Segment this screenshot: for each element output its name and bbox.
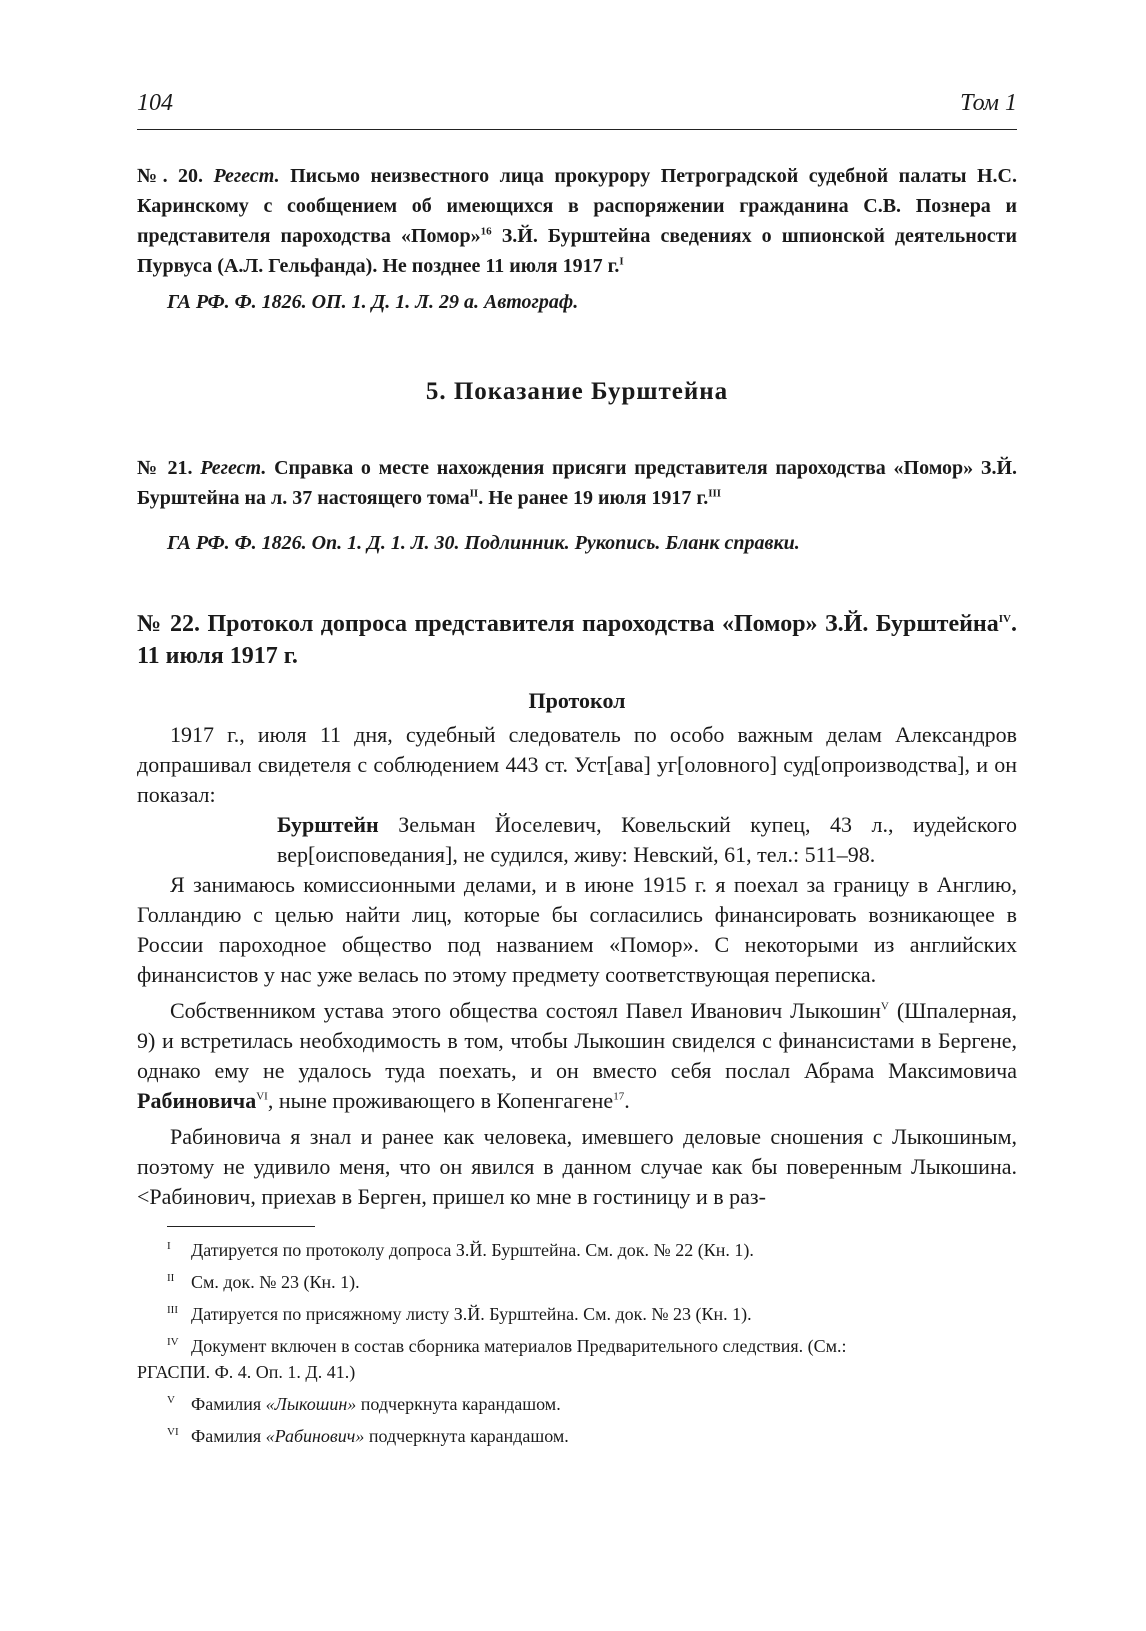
witness-name: Бурштейн — [277, 812, 379, 837]
header-rule — [137, 129, 1017, 130]
paragraph-3-bold-name: Рабиновича — [137, 1088, 257, 1113]
doc-21-text-b: . Не ранее 19 июля 1917 г. — [478, 487, 709, 509]
footnote-text: Датируется по протоколу допроса З.Й. Бурштейна. См. док. № 22 (Кн. 1). — [191, 1240, 754, 1260]
footnote-mark: V — [167, 1394, 175, 1406]
running-head — [137, 90, 1017, 124]
footnote-post: подчеркнута карандашом. — [364, 1426, 569, 1446]
footnote-item — [137, 1301, 1017, 1327]
footnotes — [137, 1237, 1017, 1455]
footnote-text-first: Документ включен в состав сборника материалов Предварительного следствия. (См.: — [191, 1336, 847, 1356]
paragraph-2: Я занимаюсь комиссионными делами, и в июне 1915 г. я поехал за границу в Англию, Голландию с целью найти лиц, которые бы согласились финансировать возникающее в России пароходное общество под названием «Помор». С некоторыми из английских финансистов у нас уже велась по этому предмету соответствующая переписка. — [137, 872, 1017, 987]
footnote-mark: III — [167, 1304, 178, 1316]
footnote-italic: «Рабинович» — [265, 1426, 365, 1446]
paragraph-3-b: (Шпалерная, 9) и встретилась необходимость в том, чтобы Лыкошин свиделся с финансистами в Бергене, однако ему не удалось туда поехать, и он вместо себя послал Абрама Максимовича — [137, 998, 1017, 1083]
witness-text: Зельман Йоселевич, Ковельский купец, 43 л., иудейского вер[оисповедания], не судился, живу: Невский, 61, тел.: 511–98. — [277, 812, 1017, 867]
footnote-mark: IV — [167, 1336, 179, 1348]
footnote-mark: I — [167, 1240, 171, 1252]
paragraph-3 — [137, 996, 1017, 1116]
doc-22-title-ref: IV — [998, 613, 1011, 625]
doc-21-archive-reference: ГА РФ. Ф. 1826. Оп. 1. Д. 1. Л. 30. Подлинник. Рукопись. Бланк справки. — [167, 532, 800, 554]
doc-20-ref-a: 16 — [480, 225, 492, 238]
footnote-pre: Фамилия — [191, 1426, 266, 1446]
doc-21-ref-b: III — [708, 487, 722, 500]
doc-21-regest-label: Регест. — [200, 457, 267, 479]
doc-20-regest — [137, 161, 1017, 281]
footnote-italic: «Лыкошин» — [265, 1394, 357, 1414]
doc-21-ref-a: II — [469, 487, 479, 500]
footnote-text: Датируется по присяжному листу З.Й. Бурштейна. См. док. № 23 (Кн. 1). — [191, 1304, 752, 1324]
paragraph-3-c: , ныне проживающего в Копенгагене — [267, 1088, 614, 1113]
doc-20-ref-b: I — [619, 255, 624, 268]
doc-22-title-a: № 22. Протокол допроса представителя пароходства «Помор» З.Й. Бурштейна — [137, 611, 999, 637]
page-number: 104 — [137, 90, 173, 116]
doc-20-regest-label: Регест. — [213, 165, 280, 187]
paragraph-3-ref-1: V — [880, 1000, 889, 1013]
footnote-item — [137, 1391, 1017, 1417]
doc-21-number: № 21. — [137, 457, 193, 479]
footnote-mark: II — [167, 1272, 175, 1284]
protocol-heading: Протокол — [528, 688, 626, 713]
section-title: 5. Показание Бурштейна — [425, 378, 729, 405]
doc-22-title — [137, 608, 1017, 672]
footnote-post: подчеркнута карандашом. — [356, 1394, 561, 1414]
footnote-pre: Фамилия — [191, 1394, 266, 1414]
footnote-text-second: РГАСПИ. Ф. 4. Оп. 1. Д. 41.) — [137, 1362, 356, 1382]
footnote-item — [137, 1423, 1017, 1449]
paragraph-4: Рабиновича я знал и ранее как человека, имевшего деловые сношения с Лыкошиным, поэтому не удивило меня, что он явился в данном случае как бы поверенным Лыкошина. <Рабинович, приехав в Берген, пришел ко мне в гостиницу и в раз- — [137, 1124, 1017, 1209]
footnote-item — [137, 1269, 1017, 1295]
paragraph-1: 1917 г., июля 11 дня, судебный следователь по особо важным делам Александров допрашивал свидетеля с соблюдением 443 ст. Уст[ава] уг[оловного] суд[опроизводства], и он показал: — [137, 722, 1017, 807]
doc-21-regest — [137, 453, 1017, 513]
paragraph-3-a: Собственником устава этого общества состоял Павел Иванович Лыкошин — [170, 998, 881, 1023]
doc-21-text-a: Справка о месте нахождения присяги представителя пароходства «Помор» З.Й. Бурштейна на л. 37 настоящего тома — [137, 457, 1018, 509]
paragraph-3-ref-3: 17 — [613, 1090, 625, 1103]
doc-20-text-b: З.Й. Бурштейна сведениях о шпионской деятельности Пурвуса (А.Л. Гельфанда). Не позднее 11 июля 1917 г. — [137, 225, 1017, 277]
paragraph-3-ref-2: VI — [256, 1090, 268, 1103]
footnote-rule — [167, 1226, 315, 1227]
witness-details — [277, 810, 1017, 870]
footnote-mark: VI — [167, 1426, 179, 1438]
doc-22-title-b: . 11 июля 1917 г. — [137, 611, 1017, 669]
volume-label: Том 1 — [960, 90, 1017, 116]
paragraph-3-d: . — [624, 1088, 630, 1113]
footnote-item — [137, 1237, 1017, 1263]
protocol-body — [137, 720, 1017, 1212]
doc-20-number: №. 20. — [137, 165, 204, 187]
footnote-item — [137, 1333, 1017, 1385]
doc-20-text-a: Письмо неизвестного лица прокурору Петроградской судебной палаты Н.С. Каринскому с сообщением об имеющихся в распоряжении гражданина С.В. Познера и представителя пароходства «Помор» — [137, 165, 1017, 247]
doc-20-archive-reference: ГА РФ. Ф. 1826. ОП. 1. Д. 1. Л. 29 а. Автограф. — [167, 291, 579, 313]
footnote-text: См. док. № 23 (Кн. 1). — [191, 1272, 360, 1292]
